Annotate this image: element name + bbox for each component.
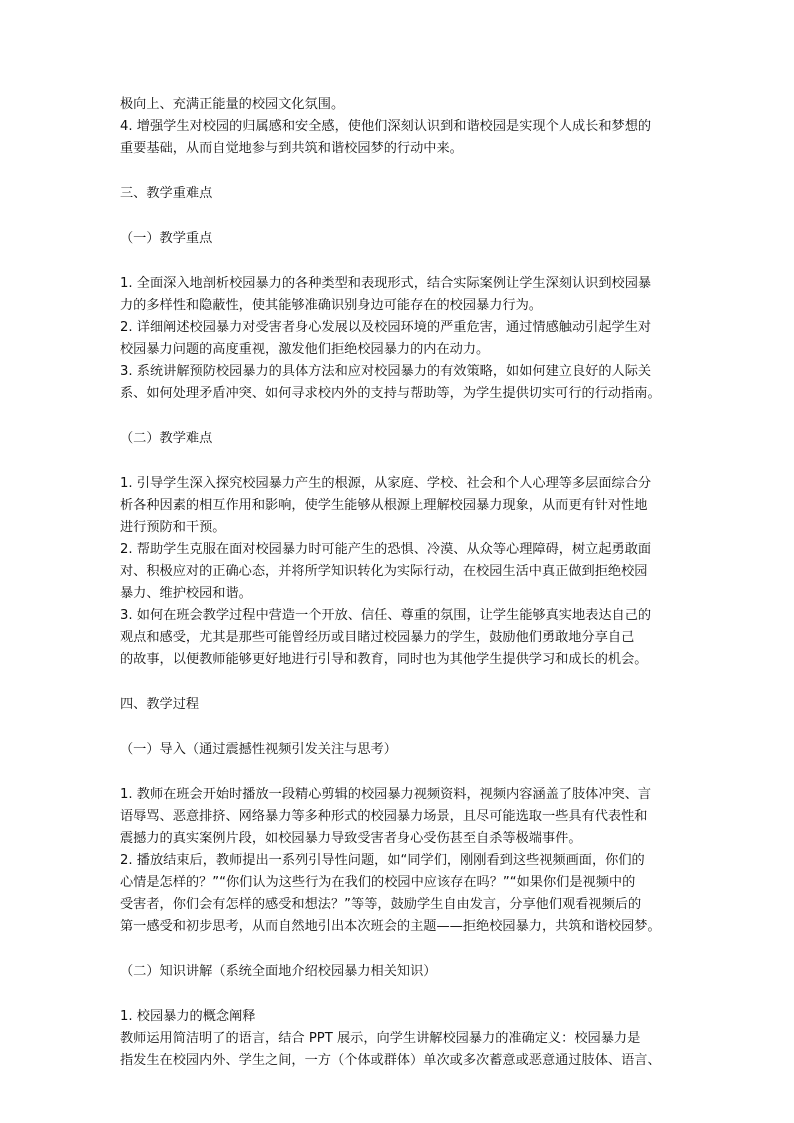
key-point-1 [120, 273, 680, 317]
text-line: 极向上、充满正能量的校园文化氛围。 [120, 97, 345, 112]
text-line: 的故事，以便教师能够更好地进行引导和教育，同时也为其他学生提供学习和成长的机会。 [120, 652, 648, 667]
paragraph [120, 94, 680, 116]
text-line: 2. 播放结束后，教师提出一系列引导性问题，如“同学们，刚刚看到这些视频画面，你们的 [120, 853, 645, 868]
item-title: 1. 校园暴力的概念阐释 [120, 1009, 256, 1024]
text-line: 3. 如何在班会教学过程中营造一个开放、信任、尊重的氛围，让学生能够真实地表达自己的 [120, 608, 652, 623]
difficulty-2 [120, 539, 680, 605]
text-line: 2. 详细阐述校园暴力对受害者身心发展以及校园环境的严重危害，通过情感触动引起学生对 [120, 320, 652, 335]
section-heading-3: 三、教学重难点 [120, 186, 213, 201]
text-line: 析各种因素的相互作用和影响，使学生能够从根源上理解校园暴力现象，从而更有针对性地 [120, 498, 648, 513]
intro-step-1 [120, 784, 680, 850]
text-line: 校园暴力问题的高度重视，激发他们拒绝校园暴力的内在动力。 [120, 342, 490, 357]
key-point-3 [120, 361, 680, 405]
text-line: 指发生在校园内外、学生之间，一方（个体或群体）单次或多次蓄意或恶意通过肢体、语言、 [120, 1053, 661, 1068]
text-line: 2. 帮助学生克服在面对校园暴力时可能产生的恐惧、冷漠、从众等心理障碍，树立起勇敢面 [120, 542, 652, 557]
difficulty-1 [120, 473, 680, 539]
text-line: 进行预防和干预。 [120, 520, 226, 535]
difficulty-3 [120, 605, 680, 671]
text-line: 1. 全面深入地剖析校园暴力的各种类型和表现形式，结合实际案例让学生深刻认识到校园暴 [120, 276, 652, 291]
text-line: 对、积极应对的正确心态，并将所学知识转化为实际行动，在校园生活中真正做到拒绝校园 [120, 564, 648, 579]
text-line: 1. 引导学生深入探究校园暴力产生的根源，从家庭、学校、社会和个人心理等多层面综合分 [120, 476, 652, 491]
text-line: 力的多样性和隐蔽性，使其能够准确识别身边可能存在的校园暴力行为。 [120, 298, 542, 313]
text-line: 观点和感受，尤其是那些可能曾经历或目睹过校园暴力的学生，鼓励他们勇敢地分享自己 [120, 630, 635, 645]
text-line: 震撼力的真实案例片段，如校园暴力导致受害者身心受伤甚至自杀等极端事件。 [120, 831, 582, 846]
objective-item-4 [120, 116, 680, 160]
subsection-heading-key-points: （一）教学重点 [120, 231, 213, 246]
document-page [120, 94, 680, 1072]
text-line: 第一感受和初步思考，从而自然地引出本次班会的主题——拒绝校园暴力，共筑和谐校园梦。 [120, 919, 661, 934]
text-line: 教师运用简洁明了的语言，结合 PPT 展示，向学生讲解校园暴力的准确定义：校园暴力是 [120, 1031, 641, 1046]
subsection-heading-difficulties: （二）教学难点 [120, 431, 213, 446]
knowledge-item-1 [120, 1006, 680, 1072]
subsection-heading-intro: （一）导入（通过震撼性视频引发关注与思考） [120, 742, 397, 757]
section-heading-4: 四、教学过程 [120, 697, 200, 712]
text-line: 重要基础，从而自觉地参与到共筑和谐校园梦的行动中来。 [120, 141, 463, 156]
text-line: 1. 教师在班会开始时播放一段精心剪辑的校园暴力视频资料，视频内容涵盖了肢体冲突、言 [120, 787, 652, 802]
intro-step-2 [120, 850, 680, 938]
text-line: 暴力、维护校园和谐。 [120, 586, 252, 601]
text-line: 语辱骂、恶意排挤、网络暴力等多种形式的校园暴力场景，且尽可能选取一些具有代表性和 [120, 809, 648, 824]
subsection-heading-knowledge: （二）知识讲解（系统全面地介绍校园暴力相关知识） [120, 964, 437, 979]
text-line: 系、如何处理矛盾冲突、如何寻求校内外的支持与帮助等，为学生提供切实可行的行动指南。 [120, 386, 661, 401]
text-line: 受害者，你们会有怎样的感受和想法？”等等，鼓励学生自由发言，分享他们观看视频后的 [120, 897, 642, 912]
text-line: 心情是怎样的？”“你们认为这些行为在我们的校园中应该存在吗？”“如果你们是视频中的 [120, 875, 636, 890]
key-point-2 [120, 317, 680, 361]
text-line: 3. 系统讲解预防校园暴力的具体方法和应对校园暴力的有效策略，如如何建立良好的人际关 [120, 364, 652, 379]
text-line: 4. 增强学生对校园的归属感和安全感，使他们深刻认识到和谐校园是实现个人成长和梦想的 [120, 119, 652, 134]
